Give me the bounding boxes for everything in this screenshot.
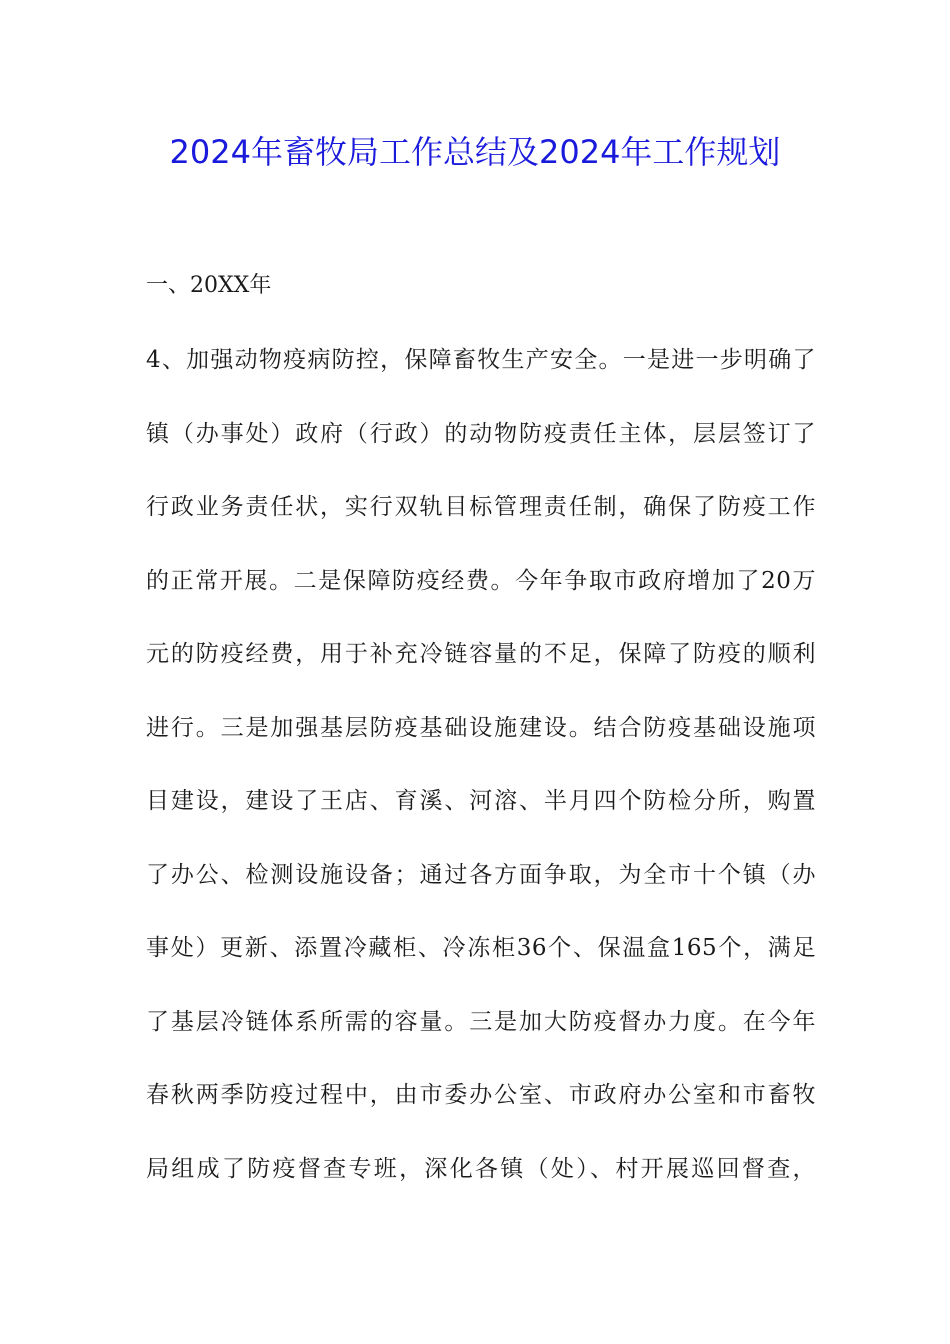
body-paragraph — [146, 340, 816, 1222]
paragraph-line: 了办公、检测设施设备；通过各方面争取，为全市十个镇（办 — [146, 861, 816, 888]
section-heading: 一、20XX年 — [146, 273, 272, 298]
paragraph-line: 元的防疫经费，用于补充冷链容量的不足，保障了防疫的顺利 — [146, 641, 816, 667]
paragraph-line: 事处）更新、添置冷藏柜、冷冻柜36个、保温盒165个，满足 — [146, 935, 816, 961]
paragraph-line: 的正常开展。二是保障防疫经费。今年争取市政府增加了20万 — [146, 567, 816, 594]
paragraph-line: 进行。三是加强基层防疫基础设施建设。结合防疫基础设施项 — [146, 714, 816, 741]
paragraph-line: 4、加强动物疫病防控，保障畜牧生产安全。一是进一步明确了 — [146, 347, 816, 373]
paragraph-line: 目建设，建设了王店、育溪、河溶、半月四个防检分所，购置 — [146, 788, 816, 814]
paragraph-line: 春秋两季防疫过程中，由市委办公室、市政府办公室和市畜牧 — [146, 1082, 816, 1108]
paragraph-line: 局组成了防疫督查专班，深化各镇（处）、村开展巡回督查， — [146, 1155, 816, 1182]
paragraph-line: 镇（办事处）政府（行政）的动物防疫责任主体，层层签订了 — [146, 420, 816, 447]
paragraph-line: 行政业务责任状，实行双轨目标管理责任制，确保了防疫工作 — [146, 494, 816, 520]
document-title: 2024年畜牧局工作总结及2024年工作规划 — [169, 133, 781, 171]
paragraph-line: 了基层冷链体系所需的容量。三是加大防疫督办力度。在今年 — [146, 1008, 816, 1035]
